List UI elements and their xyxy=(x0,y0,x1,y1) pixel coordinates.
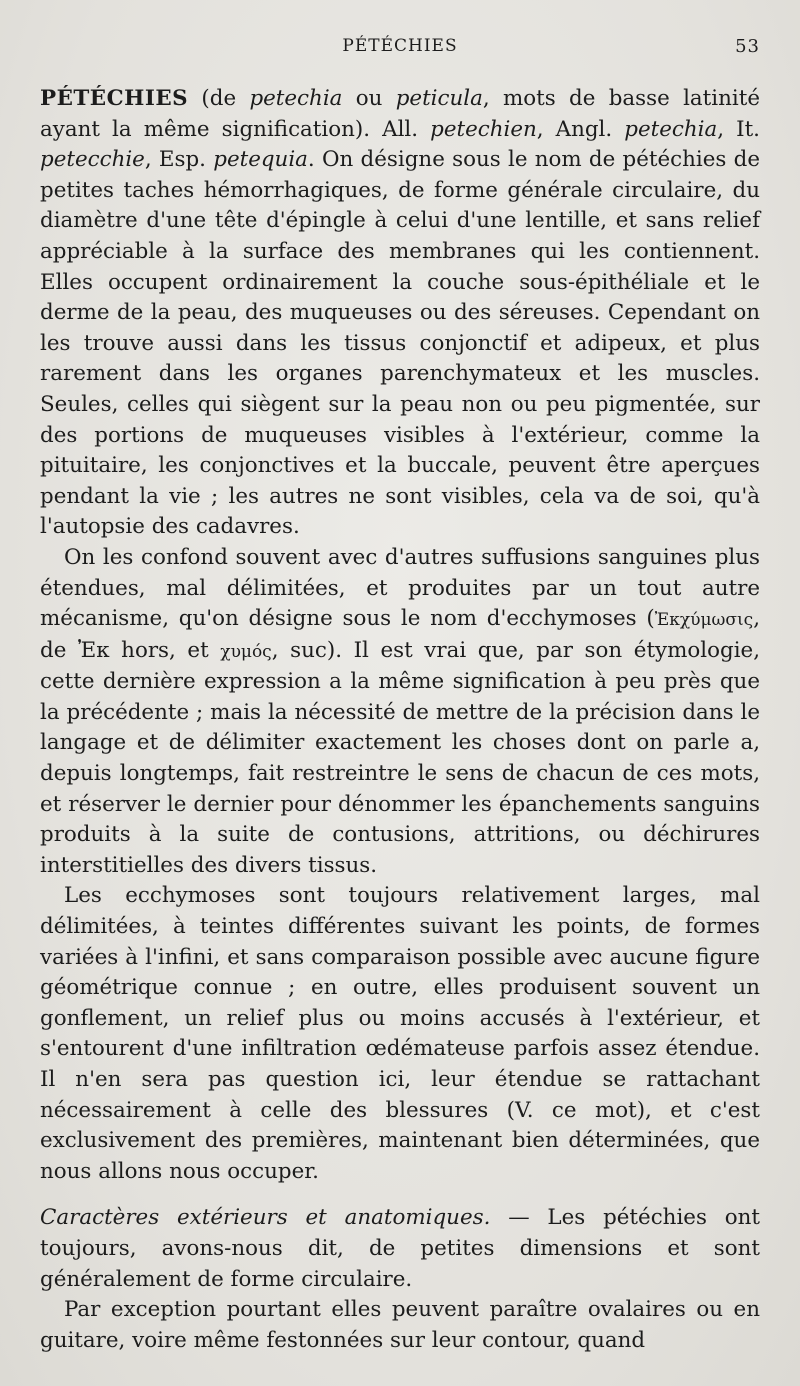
headword: PÉTÉCHIES xyxy=(40,86,189,111)
running-head xyxy=(40,36,760,66)
body-text xyxy=(40,84,760,1356)
latin-term: petechia xyxy=(249,86,343,111)
latin-term: peticula xyxy=(395,86,483,111)
italian-term: petecchie xyxy=(40,147,145,173)
greek-term: χυμός xyxy=(220,641,272,662)
english-term: petechia xyxy=(624,116,718,142)
greek-term: Ἐκχύμωσις xyxy=(654,610,754,631)
text-run: , suc). Il est vrai que, par son étymologie, cette dernière expression a la même signification à peu près que la précédente ; mais la nécessité de mettre de la précision dans le langage et de délimiter exactement les choses dont on parle a, depuis longtemps, fait restreintre le sens de chacun de ces mots, et réserver le dernier pour dénommer les épanchements sanguins produits à la suite de contusions, attritions, ou déchirures interstitielles des divers tissus. xyxy=(40,637,760,878)
paragraph-ecchymoses-features: Les ecchymoses sont toujours relativement larges, mal délimitées, à teintes différentes suivant les points, de formes variées à l'infini, et sans comparaison possible avec aucune figure géométrique connue ; en outre, elles produisent souvent un gonflement, un relief plus ou moins accusés à l'extérieur, et s'entourent d'une infiltration œdémateuse parfois assez étendue. Il n'en sera pas question ici, leur étendue se rattachant nécessairement à celle des blessures (V. ce mot), et c'est exclusivement des premières, maintenant bien déterminées, que nous allons nous occuper. xyxy=(40,883,760,1184)
paragraph-entry xyxy=(40,84,760,543)
text-run: — Les pétéchies ont toujours, avons-nous dit, de petites dimensions et sont généralement de forme circulaire. xyxy=(40,1205,760,1292)
paragraph-ecchymoses xyxy=(40,543,760,882)
paragraph-characteristics xyxy=(40,1203,760,1295)
section-heading: Caractères extérieurs et anatomiques. xyxy=(40,1205,491,1231)
greek-term: Ἐκ xyxy=(77,637,110,663)
text-run: On les confond souvent avec d'autres suffusions sanguines plus étendues, mal délimitées, et produites par un tout autre mécanisme, qu'on désigne sous le nom d'ecchymoses ( xyxy=(40,544,760,632)
text-run: , mots de basse latinité ayant la même signification). All. xyxy=(40,86,760,142)
running-title: PÉTÉCHIES xyxy=(342,36,458,56)
page-number: 53 xyxy=(735,36,760,57)
text-run: hors, et xyxy=(109,637,221,663)
paragraph-exception: Par exception pourtant elles peuvent paraître ovalaires ou en guitare, voire même festonnées sur leur contour, quand xyxy=(40,1297,760,1353)
spanish-term: petequia xyxy=(213,147,308,173)
text-run: ou xyxy=(342,86,396,111)
text-run: . On désigne sous le nom de pétéchies de petites taches hémorrhagiques, de forme générale circulaire, du diamètre d'une tête d'épingle à celui d'une lentille, et sans relief appréciable à la surface des membranes qui les contiennent. Elles occupent ordinairement la couche sous-épithéliale et le derme de la peau, des muqueuses ou des séreuses. Cependant on les trouve aussi dans les tissus conjonctif et adipeux, et plus rarement dans les organes parenchymateux et les muscles. Seules, celles qui siègent sur la peau non ou peu pigmentée, sur des portions de muqueuses visibles à l'extérieur, comme la pituitaire, les conjonctives et la buccale, peuvent être aperçues pendant la vie ; les autres ne sont visibles, cela va de soi, qu'à l'autopsie des cadavres. xyxy=(40,147,760,540)
german-term: petechien xyxy=(430,116,537,142)
text-run: , It. xyxy=(717,116,760,142)
text-run: , Esp. xyxy=(144,147,214,173)
text-run: , Angl. xyxy=(536,116,625,142)
text-run: , de xyxy=(40,606,760,663)
text-run: (de xyxy=(188,86,250,111)
